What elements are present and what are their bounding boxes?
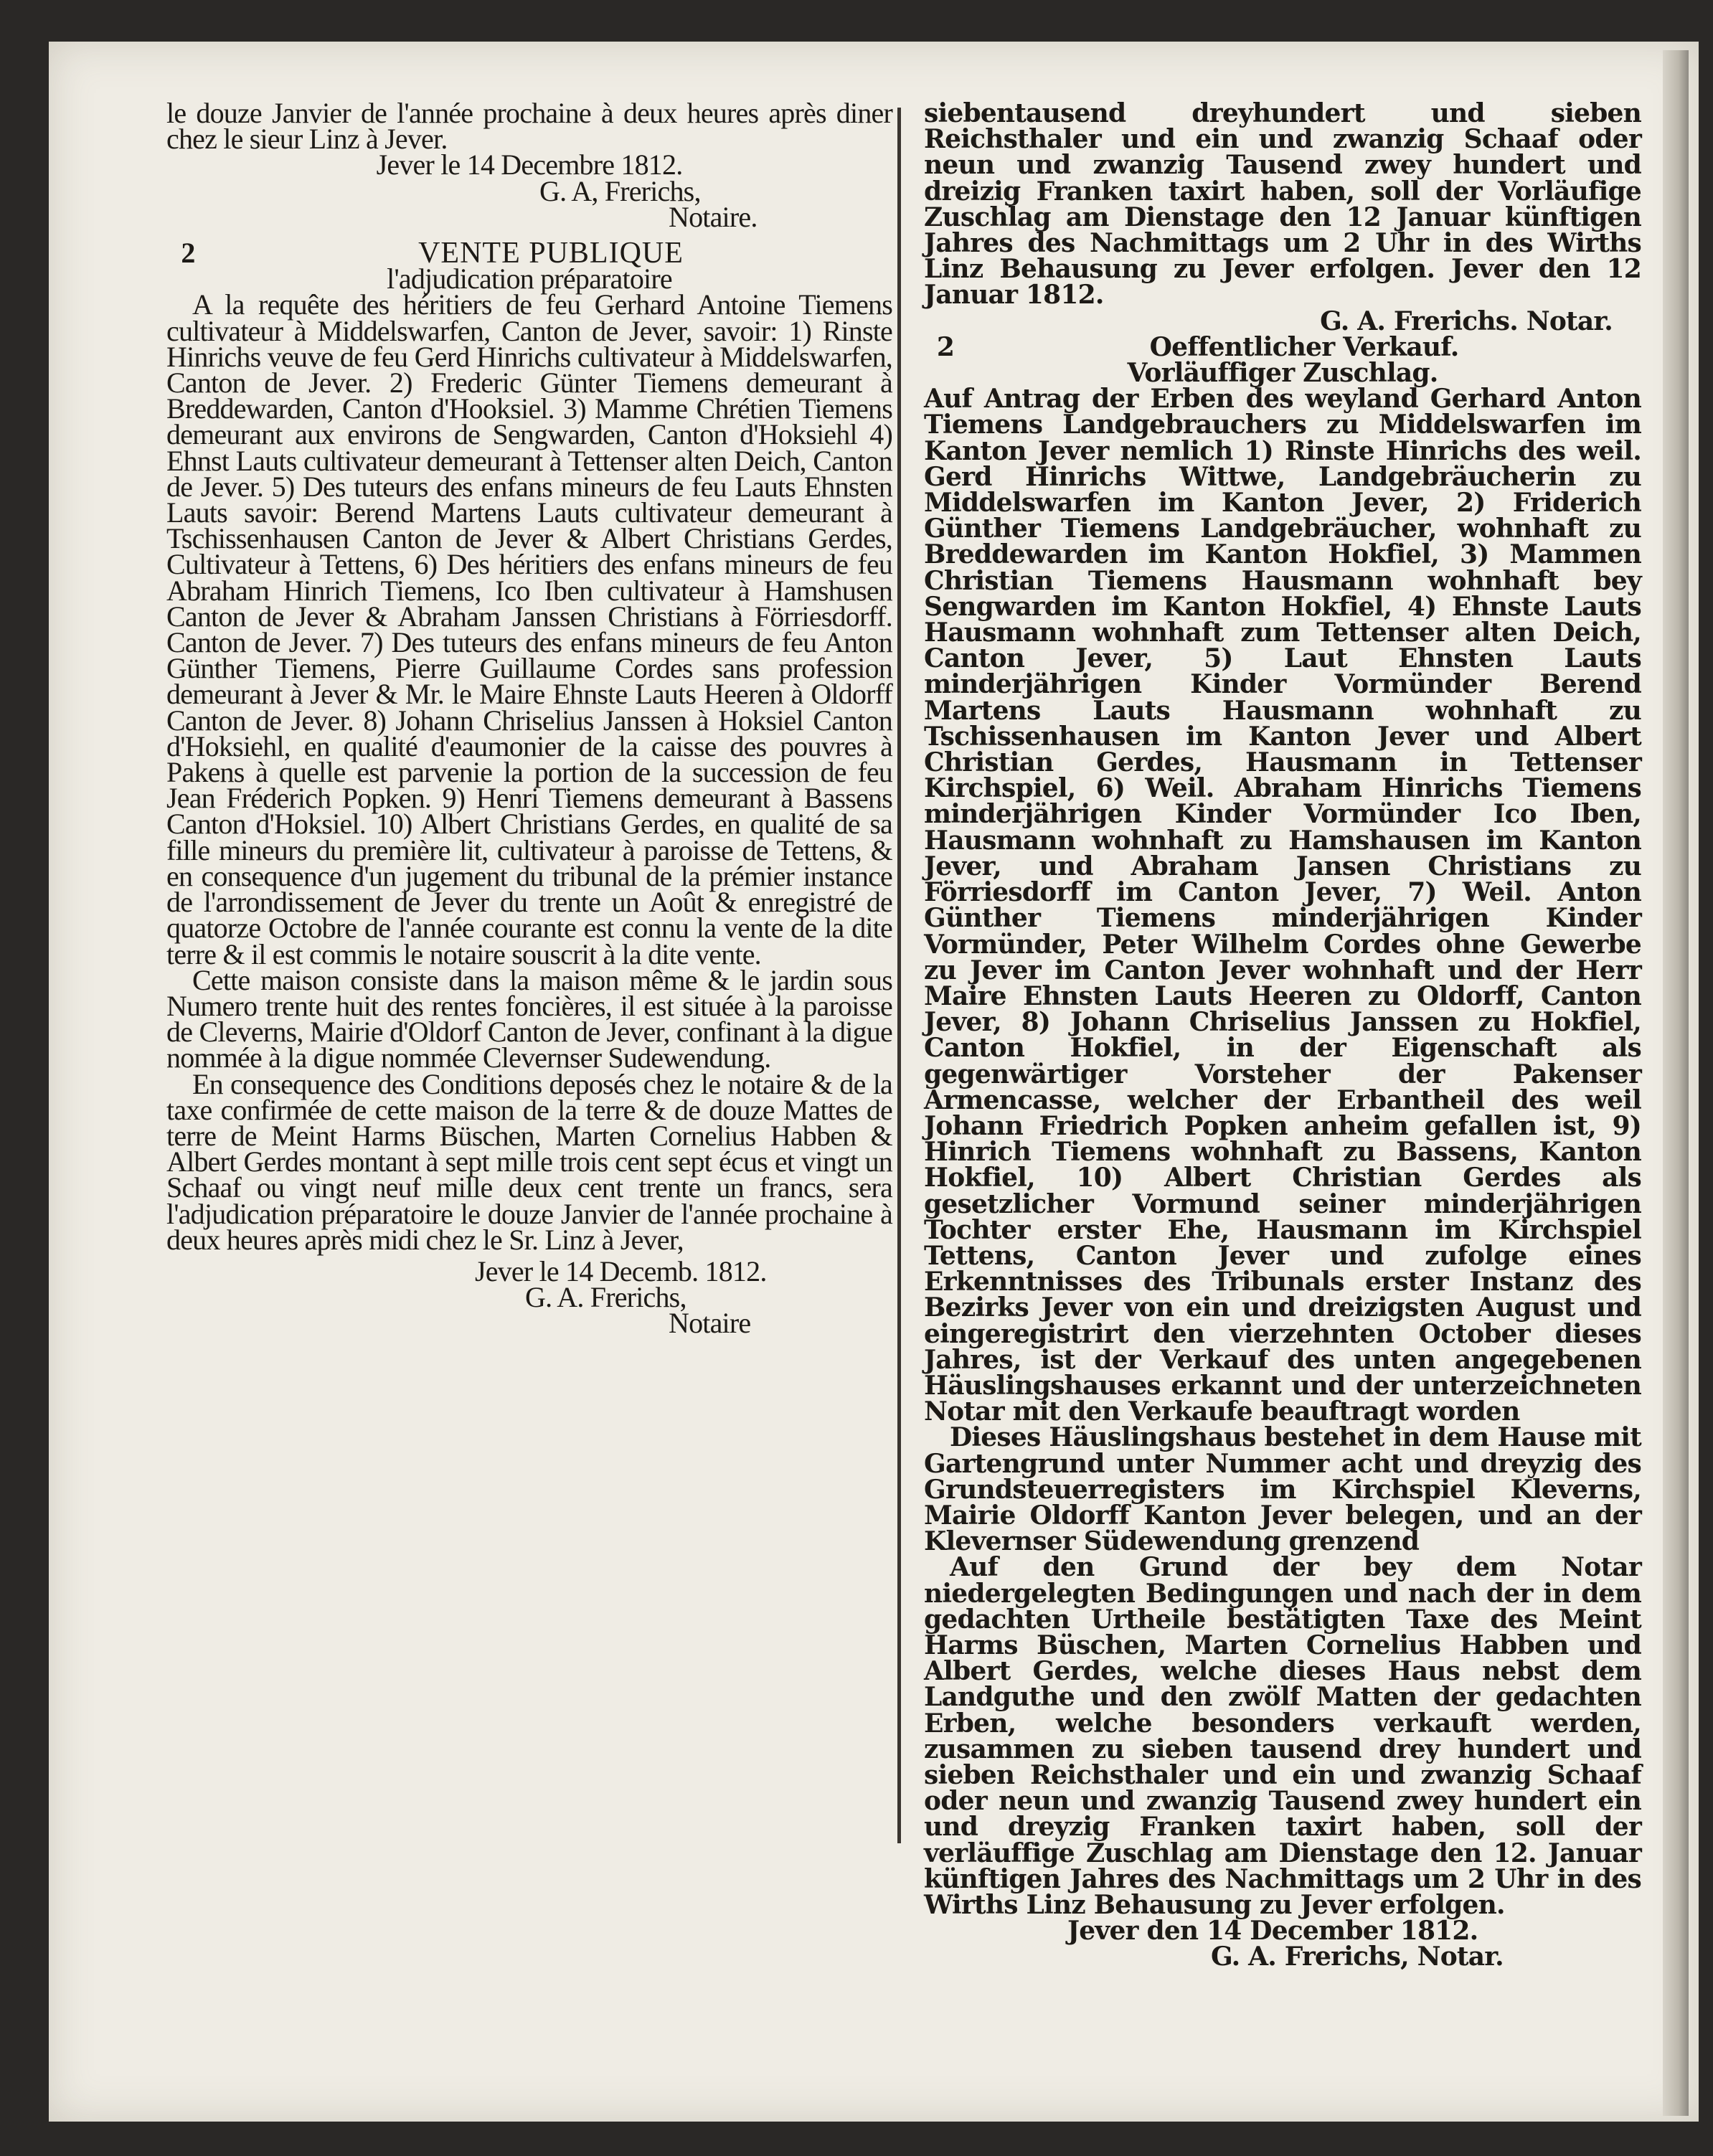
right-column	[924, 100, 1641, 1970]
left-paragraph-3: En consequence des Conditions deposés chez le notaire & de la taxe confirmée de cette maison de la terre & de douze Mattes de terre de Meint Harms Büschen, Marten Cornelius Habben & Albert Gerdes montant à sept mille trois cent sept écus et vingt un Schaaf ou vingt neuf mille deux cent trente un francs, sera l'adjudication préparatoire le douze Janvier de l'année prochaine à deux heures après midi chez le Sr. Linz à Jever,	[166, 1067, 892, 1256]
left-intro: le douze Janvier de l'année prochaine à deux heures après diner chez le sieur Linz à Jever.	[166, 97, 892, 156]
right-date: Jever den 14 December 1812.	[1067, 1916, 1478, 1947]
left-paragraph-1: A la requête des héritiers de feu Gerhard Antoine Tiemens cultivateur à Middelswarfen, Canton de Jever, savoir: 1) Rinste Hinrichs veuve de feu Gerd Hinrichs cultivateur à Middelswarfen, Canton de Jever. 2) Frederic Günter Tiemens demeurant à Breddewarden, Canton d'Hooksiel. 3) Mamme Chrétien Tiemens demeurant aux environs de Sengwarden, Canton d'Hoksiehl 4) Ehnst Lauts cultivateur demeurant à Tettenser alten Deich, Canton de Jever. 5) Des tuteurs des enfans mineurs de feu Lauts Ehnsten Lauts savoir: Berend Martens Lauts cultivateur demeurant à Tschissenhausen Canton de Jever & Albert Christians Gerdes, Cultivateur à Tettens, 6) Des héritiers des enfans mineurs de feu Abraham Hinrich Tiemens, Ico Iben cultivateur à Hamshusen Canton de Jever & Abraham Janssen Christians à Förriesdorff. Canton de Jever. 7) Des tuteurs des enfans mineurs de feu Anton Günther Tiemens, Pierre Guillaume Cordes sans profession demeurant à Jever & Mr. le Maire Ehnste Lauts Heeren à Oldorff Canton de Jever. 8) Johann Chriselius Janssen à Hoksiel Canton d'Hoksiehl, en qualité d'eaumonier de la caisse des pouvres à Pakens à quelle est parvenie la portion de la succession de feu Jean Fréderich Popken. 9) Henri Tiemens demeurant à Bassens Canton d'Hoksiel. 10) Albert Christians Gerdes, en qualité de sa fille mineurs du première lit, cultivateur à paroisse de Tettens, & en consequence d'un jugement du tribunal de la prémier instance de l'arrondissement de Jever du trente un Août & enregistré de quatorze Octobre de l'année courante est connu la vente de la dite terre & il est commis le notaire souscrit à la dite vente.	[166, 288, 892, 970]
right-paragraph-2: Dieses Häuslingshaus bestehet in dem Hause mit Gartengrund unter Nummer acht und dreyzig des Grundsteuerregisters im Kirchspiel Kleverns, Mairie Oldorff Kanton Jever belegen, und an der Klevernser Südewendung grenzend	[924, 1422, 1641, 1557]
left-intro-date: Jever le 14 Decembre 1812.	[376, 148, 683, 181]
column-rule	[897, 108, 901, 1843]
right-signature: G. A. Frerichs, Notar.	[1211, 1942, 1504, 1972]
right-intro-signature: G. A. Frerichs. Notar.	[1320, 306, 1613, 336]
right-heading	[924, 331, 1641, 362]
left-paragraph-2: Cette maison consiste dans la maison même & le jardin sous Numero trente huit des rentes foncières, il est située à la paroisse de Cleverns, Mairie d'Oldorf Canton de Jever, confinant à la digue nommée à la digue nommée Clevernser Sudewendung.	[166, 963, 892, 1074]
left-signature: G. A. Frerichs,	[525, 1281, 686, 1314]
page-edge	[1663, 50, 1689, 2116]
left-intro-signature: G. A, Frerichs,	[539, 174, 701, 207]
right-title: Oeffentlicher Verkauf.	[1149, 331, 1459, 362]
left-date: Jever le 14 Decemb. 1812.	[475, 1254, 767, 1287]
left-signature-title: Notaire	[669, 1307, 751, 1340]
left-title: VENTE PUBLIQUE	[418, 237, 684, 270]
left-notice-number: 2	[181, 237, 195, 270]
right-notice-number: 2	[936, 331, 955, 362]
right-paragraph-3: Auf den Grund der bey dem Notar niedergelegten Bedingungen und nach der in dem gedachten Urtheile bestätigten Taxe des Meint Harms Büschen, Marten Cornelius Habben und Albert Gerdes, welche dieses Haus nebst dem Landguthe und den zwölf Matten der gedachten Erben, welche besonders verkauft werden, zusammen zu sieben tausend drey hundert und sieben Reichsthaler und ein und zwanzig Schaaf oder neun und zwanzig Tausend zwey hundert ein und dreyzig Franken taxirt haben, soll der verläuffige Zuschlag am Dienstage den 12. Januar künftigen Jahres des Nachmittags um 2 Uhr in des Wirths Linz Behausung zu Jever erfolgen.	[924, 1552, 1641, 1921]
right-intro: siebentausend dreyhundert und sieben Reichsthaler und ein und zwanzig Schaaf oder neun und zwanzig Tausend zwey hundert und dreizig Franken taxirt haben, soll der Vorläufige Zuschlag am Dienstage den 12 Januar künftigen Jahres des Nachmittags um 2 Uhr in des Wirths Linz Behausung zu Jever erfolgen. Jever den 12 Januar 1812.	[924, 98, 1641, 311]
left-column	[166, 97, 892, 1340]
right-subtitle: Vorläuffiger Zuschlag.	[1127, 358, 1438, 389]
left-intro-title: Notaire.	[669, 200, 758, 233]
right-paragraph-1: Auf Antrag der Erben des weyland Gerhard Anton Tiemens Landgebrauchers zu Middelswarfen im Kanton Jever nemlich 1) Rinste Hinrichs des weil. Gerd Hinrichs Wittwe, Landgebräucherin zu Middelswarfen im Kanton Jever, 2) Friderich Günther Tiemens Landgebräucher, wohnhaft zu Breddewarden im Kanton Hokfiel, 3) Mammen Christian Tiemens Hausmann wohnhaft bey Sengwarden im Kanton Hokfiel, 4) Ehnste Lauts Hausmann wohnhaft zum Tettenser alten Deich, Canton Jever, 5) Laut Ehnsten Lauts minderjährigen Kinder Vormünder Berend Martens Lauts Hausmann wohnhaft zu Tschissenhausen im Kanton Jever und Albert Christian Gerdes, Hausmann in Tettenser Kirchspiel, 6) Weil. Abraham Hinrichs Tiemens minderjährigen Kinder Vormünder Ico Iben, Hausmann wohnhaft zu Hamshausen im Kanton Jever, und Abraham Jansen Christians zu Förriesdorff im Canton Jever, 7) Weil. Anton Günther Tiemens minderjährigen Kinder Vormünder, Peter Wilhelm Cordes ohne Gewerbe zu Jever im Canton Jever wohnhaft und der Herr Maire Ehnsten Lauts Heeren zu Oldorff, Canton Jever, 8) Johann Chriselius Janssen zu Hokfiel, Canton Hokfiel, in der Eigenschaft als gegenwärtiger Vorsteher der Pakenser Armencasse, welcher der Erbantheil des weil Johann Friedrich Popken anheim gefallen ist, 9) Hinrich Tiemens wohnhaft zu Bassens, Kanton Hokfiel, 10) Albert Christian Gerdes als gesetzlicher Vormund seiner minderjährigen Tochter erster Ehe, Hausmann im Kirchspiel Tettens, Canton Jever und zufolge eines Erkenntnisses des Tribunals erster Instanz des Bezirks Jever von ein und dreizigsten August und eingeregistrirt den vierzehnten October dieses Jahres, ist der Verkauf des unten angegebenen Häuslingshauses erkannt und der unterzeichneten Notar mit den Verkaufe beauftragt worden	[924, 384, 1641, 1427]
left-subtitle: l'adjudication préparatoire	[387, 263, 672, 295]
